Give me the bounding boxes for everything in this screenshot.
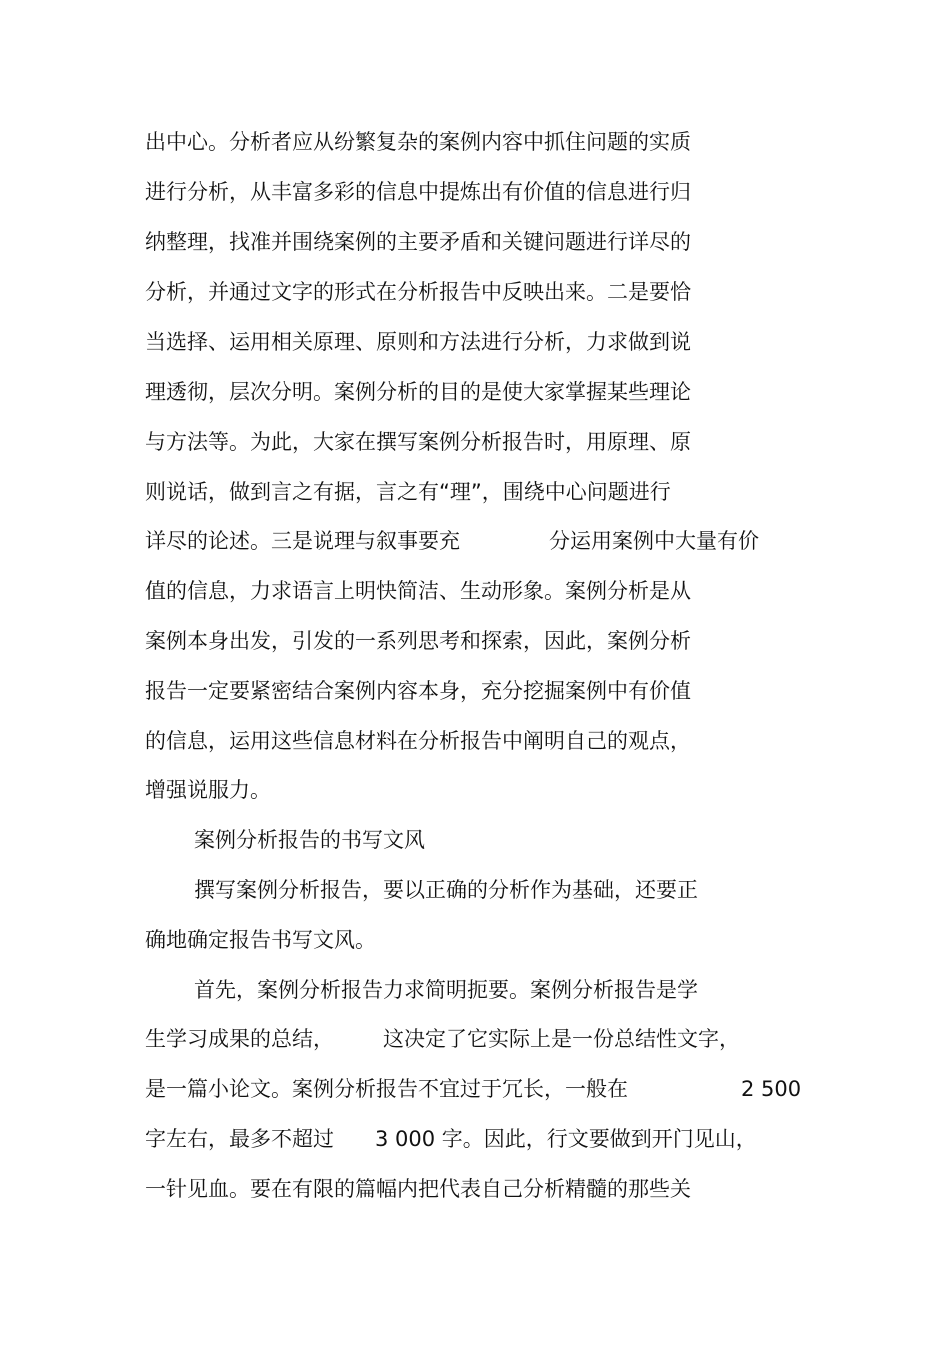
body-text-line: 案例本身出发，引发的一系列思考和探索，因此，案例分析: [145, 629, 691, 653]
body-text-line: [145, 1124, 785, 1154]
body-text-line: 增强说服力。: [145, 778, 271, 802]
body-text-line: 值的信息，力求语言上明快简洁、生动形象。案例分析是从: [145, 579, 691, 603]
body-text-line: [145, 1074, 805, 1104]
body-text-line: 一针见血。要在有限的篇幅内把代表自己分析精髓的那些关: [145, 1177, 691, 1201]
body-text-line: 当选择、运用相关原理、原则和方法进行分析，力求做到说: [145, 330, 691, 354]
body-text-line: 分析，并通过文字的形式在分析报告中反映出来。二是要恰: [145, 280, 691, 304]
body-text-line: [145, 526, 785, 556]
body-text-segment: 详尽的论述。三是说理与叙事要充: [145, 529, 460, 553]
body-text-line: 撰写案例分析报告，要以正确的分析作为基础，还要正: [194, 878, 698, 902]
body-text-line: 确地确定报告书写文风。: [145, 928, 376, 952]
body-text-segment: 3 000 字。因此，行文要做到开门见山，: [375, 1127, 757, 1151]
body-text-segment: 这决定了它实际上是一份总结性文字，: [383, 1027, 740, 1051]
body-text-line: 报告一定要紧密结合案例内容本身，充分挖掘案例中有价值: [145, 679, 691, 703]
body-text-line: 进行分析，从丰富多彩的信息中提炼出有价值的信息进行归: [145, 180, 691, 204]
body-text-line: 与方法等。为此，大家在撰写案例分析报告时，用原理、原: [145, 430, 691, 454]
body-text-line: 首先，案例分析报告力求简明扼要。案例分析报告是学: [194, 978, 698, 1002]
body-text-segment: 生学习成果的总结，: [145, 1027, 334, 1051]
body-text-line: 理透彻，层次分明。案例分析的目的是使大家掌握某些理论: [145, 380, 691, 404]
body-text-segment: 是一篇小论文。案例分析报告不宜过于冗长，一般在: [145, 1077, 628, 1101]
body-text-segment: 字左右，最多不超过: [145, 1127, 334, 1151]
section-heading: 案例分析报告的书写文风: [194, 828, 425, 852]
body-text-line: 的信息，运用这些信息材料在分析报告中阐明自己的观点，: [145, 729, 691, 753]
body-text-segment: 分运用案例中大量有价: [549, 529, 759, 553]
body-text-segment: 2 500: [741, 1077, 802, 1101]
body-text-line: [145, 1024, 765, 1054]
body-text-line: 出中心。分析者应从纷繁复杂的案例内容中抓住问题的实质: [145, 130, 691, 154]
body-text-line: 纳整理，找准并围绕案例的主要矛盾和关键问题进行详尽的: [145, 230, 691, 254]
body-text-line: 则说话，做到言之有据，言之有“理”，围绕中心问题进行: [145, 480, 671, 504]
